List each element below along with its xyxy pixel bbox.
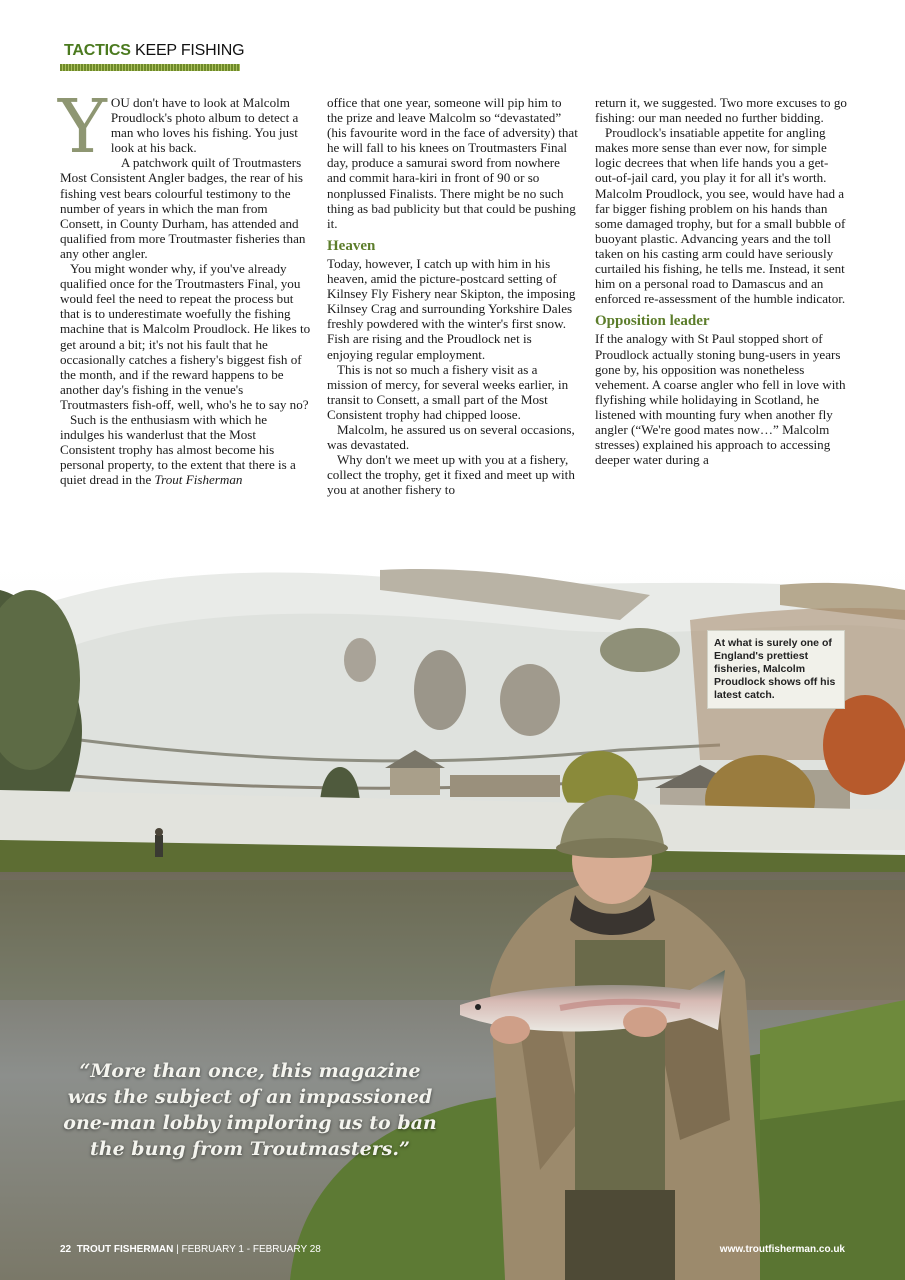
photo-caption: At what is surely one of England's prettiest fisheries, Malcolm Proudlock shows off his latest catch. [707,630,845,709]
article-paragraph: office that one year, someone will pip him to the prize and leave Malcolm so “devastated” (his favourite word in the face of adversity) that he will fall to his knees on Troutmasters Final day, produce a samurai sword from nowhere and commit hara-kiri in front of 90 or so nonplussed Finalists. There might be no such thing as bad publicity but that could be pushing it. [327,95,578,231]
drop-cap: Y [58,84,107,170]
article-paragraph: This is not so much a fishery visit as a mission of mercy, for several weeks earlier, in transit to Consett, a small part of the Most Consistent trophy had chipped loose. [327,361,569,422]
article-paragraph: If the analogy with St Paul stopped short of Proudlock actually stoning bung-users in years gone by, his opposition was nonetheless vehement. A coarse angler who fell in love with flyfishing while holidaying in Scotland, he listened with mounting fury when another fly angler (“We're good mates now…” Malcolm stresses) explained his approach to accessing deeper water during a [595,331,846,468]
magazine-name: TROUT FISHERMAN [76,1244,174,1255]
section-label: TACTICS [64,42,131,59]
article-column-2 [327,95,579,497]
pull-quote: “More than once, this magazine was the subject of an impassioned one-man lobby imploring us to ban the bung from Troutmasters.” [63,1060,437,1160]
subheading-heaven: Heaven [327,237,376,254]
article-column-1 [58,84,312,488]
subsection-label: KEEP FISHING [135,42,245,59]
header-rule [60,64,240,71]
magazine-name-italic: Trout Fisherman [154,472,243,488]
article-paragraph: Proudlock's insatiable appetite for angling makes more sense than ever now, for simple logic decrees that when life hands you a get-out-of-jail card, you play it for all it's worth. Malcolm Proudlock, you see, would have had a far bigger fishing problem on his hands than some damaged trophy, but for a small bubble of buoyant plastic. Advancing years and the toll taken on his casting arm could have seriously curtailed his fishing, he tells me. Instead, it sent him on a personal road to Damascus and an enforced re-assessment of the humble indicator. [595,125,846,307]
subheading-opposition-leader: Opposition leader [595,313,710,330]
article-paragraph: You might wonder why, if you've already qualified once for the Troutmasters Final, you would feel the need to repeat the process but that is to underestimate woefully the fishing machine that is Malcolm Proudlock. He likes to get around a bit; it's not his fault that he occasionally catches a fishery's biggest fish of the month, and if the reward happens to be another day's fishing in the venue's Troutmasters fish-off, well, who's he to say no? [60,261,311,412]
article-paragraph: A patchwork quilt of Troutmasters Most Consistent Angler badges, the rear of his fishing vest bears colourful testimony to the number of years in which the man from Consett, in County Durham, has attended and qualified from more Troutmaster fisheries than any other angler. [60,155,306,261]
section-header [64,42,244,60]
page-number: 22 [60,1244,72,1255]
article-paragraph: return it, we suggested. Two more excuses to go fishing: our man needed no further bidding. [595,95,847,126]
article-paragraph: Such is the enthusiasm with which he indulges his wanderlust that the Most Consistent trophy has almost become his personal property, to the extent that there is a quiet dread in the Trout Fisherman [60,411,296,488]
article-column-3 [595,95,847,467]
page-footer [60,1244,321,1255]
website-url: www.troutfisherman.co.uk [719,1244,845,1255]
issue-date: | FEBRUARY 1 - FEBRUARY 28 [176,1244,321,1255]
article-paragraph: Malcolm, he assured us on several occasions, was devastated. [327,421,575,453]
article-paragraph: Today, however, I catch up with him in his heaven, amid the picture-postcard setting of Kilnsey Fly Fishery near Skipton, the imposing Kilnsey Crag and surrounding Yorkshire Dales freshly powdered with the winter's first snow. Fish are rising and the Proudlock net is enjoying regular employment. [327,255,576,362]
article-paragraph: Why don't we meet up with you at a fishery, collect the trophy, get it fixed and meet up with you at another fishery to [327,452,575,498]
article-paragraph: YOU don't have to look at Malcolm Proudlock's photo album to detect a man who loves his fishing. You just look at his back. [58,84,299,170]
